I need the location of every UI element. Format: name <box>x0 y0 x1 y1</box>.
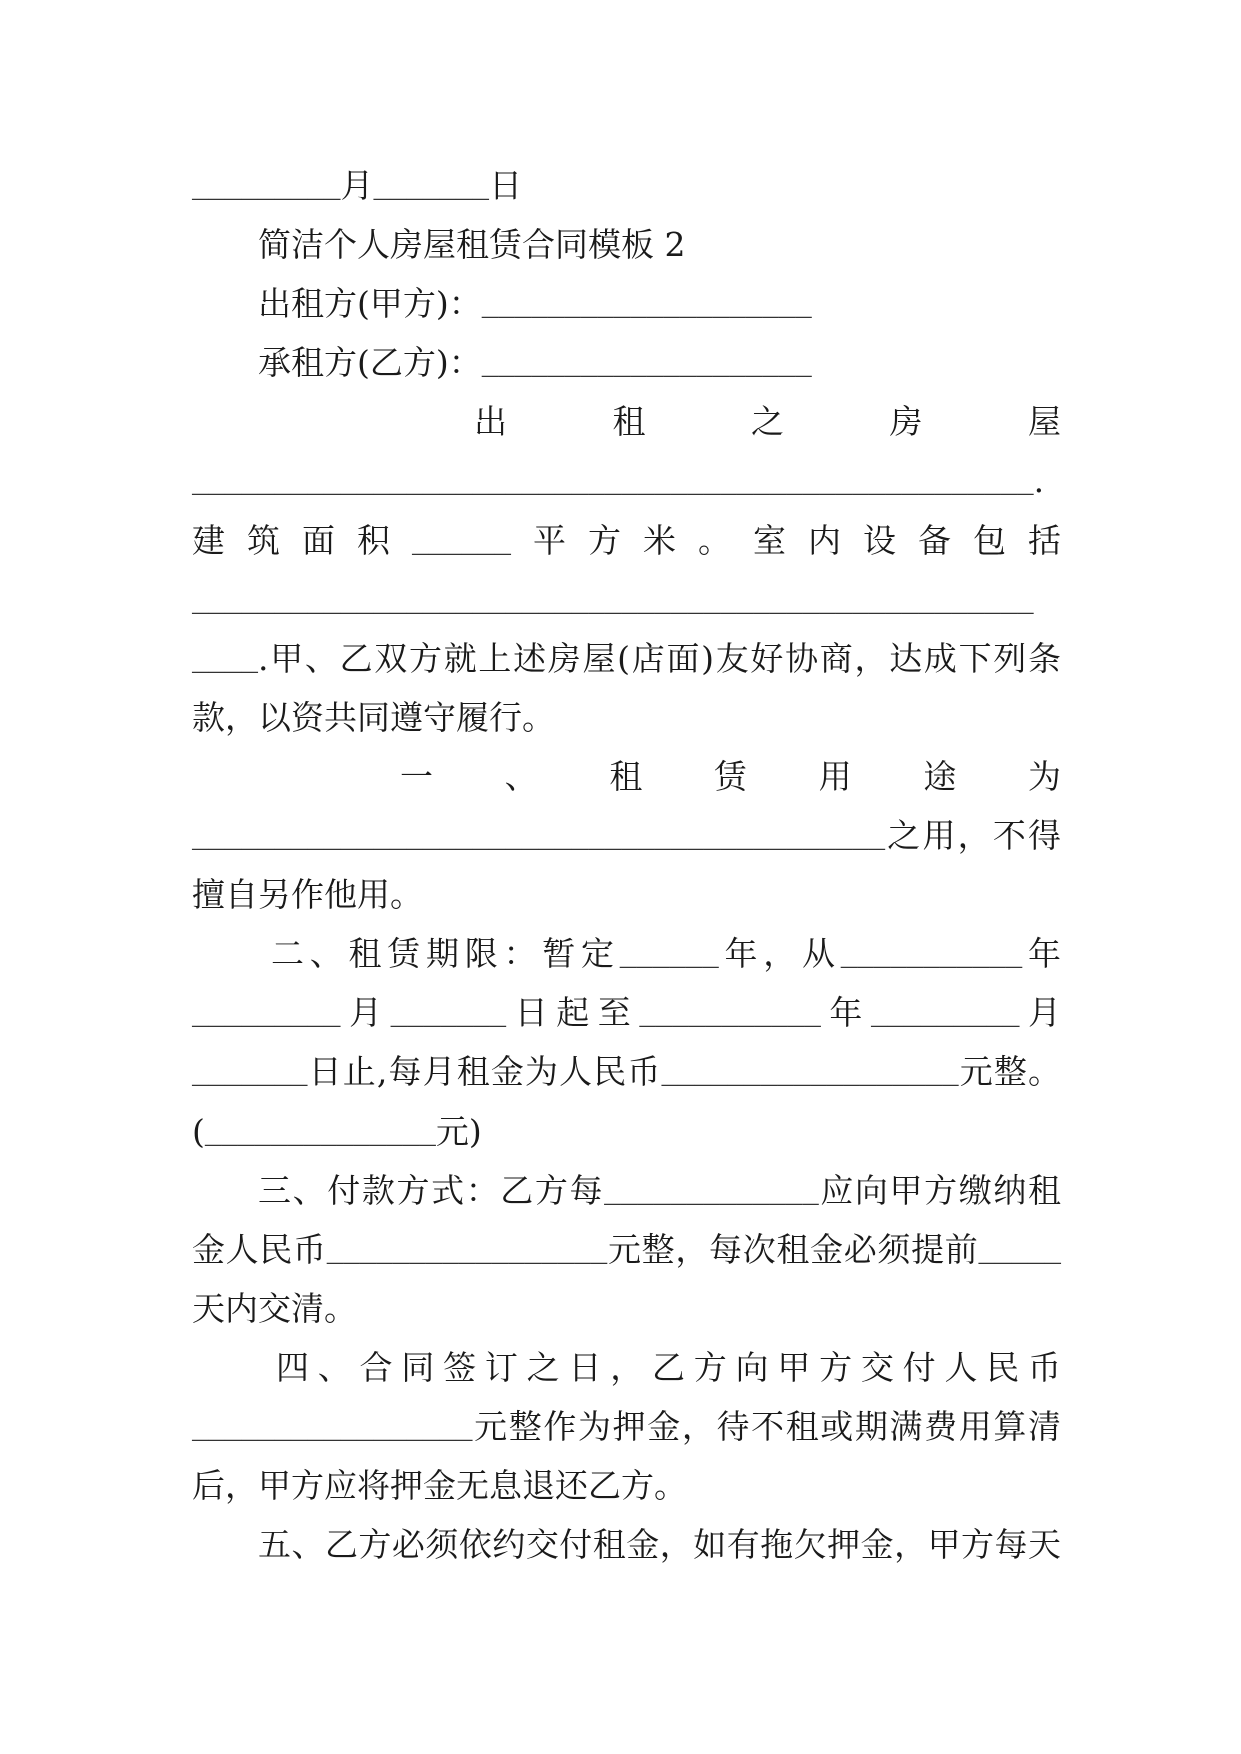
clause-2-line <box>192 983 1061 1042</box>
years-blank-field: ______ <box>619 943 719 975</box>
text-segment: 日止,每月租金为人民币 <box>307 1052 662 1092</box>
text-segment: 三、付款方式：乙方每 <box>258 1170 605 1210</box>
clause-1-line <box>192 806 1061 865</box>
lessee-line <box>192 333 1061 392</box>
blank-field: ____ <box>192 647 259 679</box>
clause-2-line <box>192 1102 1061 1161</box>
premises-address-line <box>192 451 1061 510</box>
blank-field: _____ <box>978 1238 1061 1270</box>
text-segment: 一、租赁用途为 <box>400 756 1061 796</box>
clause-3-line <box>192 1279 1061 1338</box>
text-segment: 元整，每次租金必须提前 <box>607 1229 979 1269</box>
blank-field: ___________________________________________________ <box>192 588 1034 620</box>
blank-field: ___________________________________________________ <box>192 470 1034 502</box>
text-segment: . <box>1033 461 1045 501</box>
clause-4-line <box>192 1397 1061 1456</box>
clause-5-line <box>192 1515 1061 1574</box>
blank-field: ___________ <box>639 1002 821 1034</box>
area-blank-field: ______ <box>412 529 512 561</box>
blank-field: _______ <box>192 1061 308 1093</box>
start-year-blank-field: ___________ <box>840 943 1023 975</box>
text-segment: 四、合同签订之日，乙方向甲方交付人民币 <box>276 1347 1061 1387</box>
lessor-line <box>192 274 1061 333</box>
text-segment: 金人民币 <box>192 1229 327 1269</box>
blank-field: _________________ <box>326 1238 608 1270</box>
clause-4-line <box>192 1338 1061 1397</box>
text-segment: 之用，不得 <box>885 816 1061 856</box>
blank-field: _________ <box>192 1002 341 1034</box>
text-segment: 后，甲方应将押金无息退还乙方。 <box>192 1466 687 1506</box>
equipment-blank-line <box>192 570 1061 629</box>
text-segment: 应向甲方缴纳租 <box>818 1170 1062 1210</box>
clause-3-line <box>192 1161 1061 1220</box>
building-area-line <box>192 511 1061 570</box>
text-segment: 平方米。室内设备包括 <box>511 520 1062 560</box>
blank-field: _________ <box>192 175 341 206</box>
clause-1-line <box>192 865 1061 924</box>
premises-heading-line <box>192 392 1061 451</box>
purpose-blank-field: __________________________________________ <box>192 825 886 857</box>
blank-field: _______ <box>373 175 490 206</box>
text-segment: 日 <box>489 166 523 205</box>
clause-4-line <box>192 1456 1061 1515</box>
clause-1-heading <box>192 747 1061 806</box>
text-segment: 建筑面积 <box>192 520 412 560</box>
text-segment: ( <box>192 1111 205 1151</box>
text-segment: 天内交清。 <box>192 1288 357 1328</box>
text-segment: 日起至 <box>506 993 640 1033</box>
payment-period-blank-field: _____________ <box>604 1179 819 1211</box>
paragraph-line <box>192 688 1061 747</box>
text-segment: 五、乙方必须依约交付租金，如有拖欠押金，甲方每天 <box>258 1525 1061 1565</box>
text-segment: 月 <box>1019 993 1062 1033</box>
text-segment: 月 <box>340 166 374 205</box>
text-segment: .甲、乙双方就上述房屋(店面)友好协商，达成下列条 <box>258 638 1061 678</box>
clause-2-line <box>192 924 1061 983</box>
contract-title <box>192 215 1061 274</box>
deposit-blank-field: _________________ <box>192 1415 473 1447</box>
text-segment: 元整作为押金，待不租或期满费用算清 <box>472 1406 1061 1446</box>
lessor-label: 出租方(甲方)： <box>258 284 482 324</box>
text-segment: 年，从 <box>718 934 841 974</box>
blank-field: ______________ <box>204 1120 436 1152</box>
title-text: 简洁个人房屋租赁合同模板 2 <box>258 225 686 265</box>
text-segment: 月 <box>340 993 391 1033</box>
text-segment: 年 <box>820 993 871 1033</box>
paragraph-line <box>192 629 1061 688</box>
blank-field: _______ <box>390 1002 507 1034</box>
lessee-label: 承租方(乙方)： <box>258 343 482 383</box>
text-segment: 年 <box>1022 934 1062 974</box>
lessee-blank-field: ____________________ <box>481 352 812 384</box>
contract-page-body <box>192 156 1061 1574</box>
rent-amount-blank-field: __________________ <box>661 1061 959 1093</box>
date-line <box>192 156 1061 215</box>
text-segment: 二、租赁期限：暂定 <box>271 934 620 974</box>
text-segment: 款，以资共同遵守履行。 <box>192 697 555 737</box>
clause-3-line <box>192 1220 1061 1279</box>
text-segment: 擅自另作他用。 <box>192 875 423 915</box>
text-segment: 元整。 <box>958 1052 1061 1092</box>
text-segment: 出租之房屋 <box>474 402 1061 442</box>
blank-field: _________ <box>870 1002 1020 1034</box>
clause-2-line <box>192 1042 1061 1101</box>
lessor-blank-field: ____________________ <box>481 293 812 325</box>
text-segment: 元) <box>435 1111 482 1151</box>
